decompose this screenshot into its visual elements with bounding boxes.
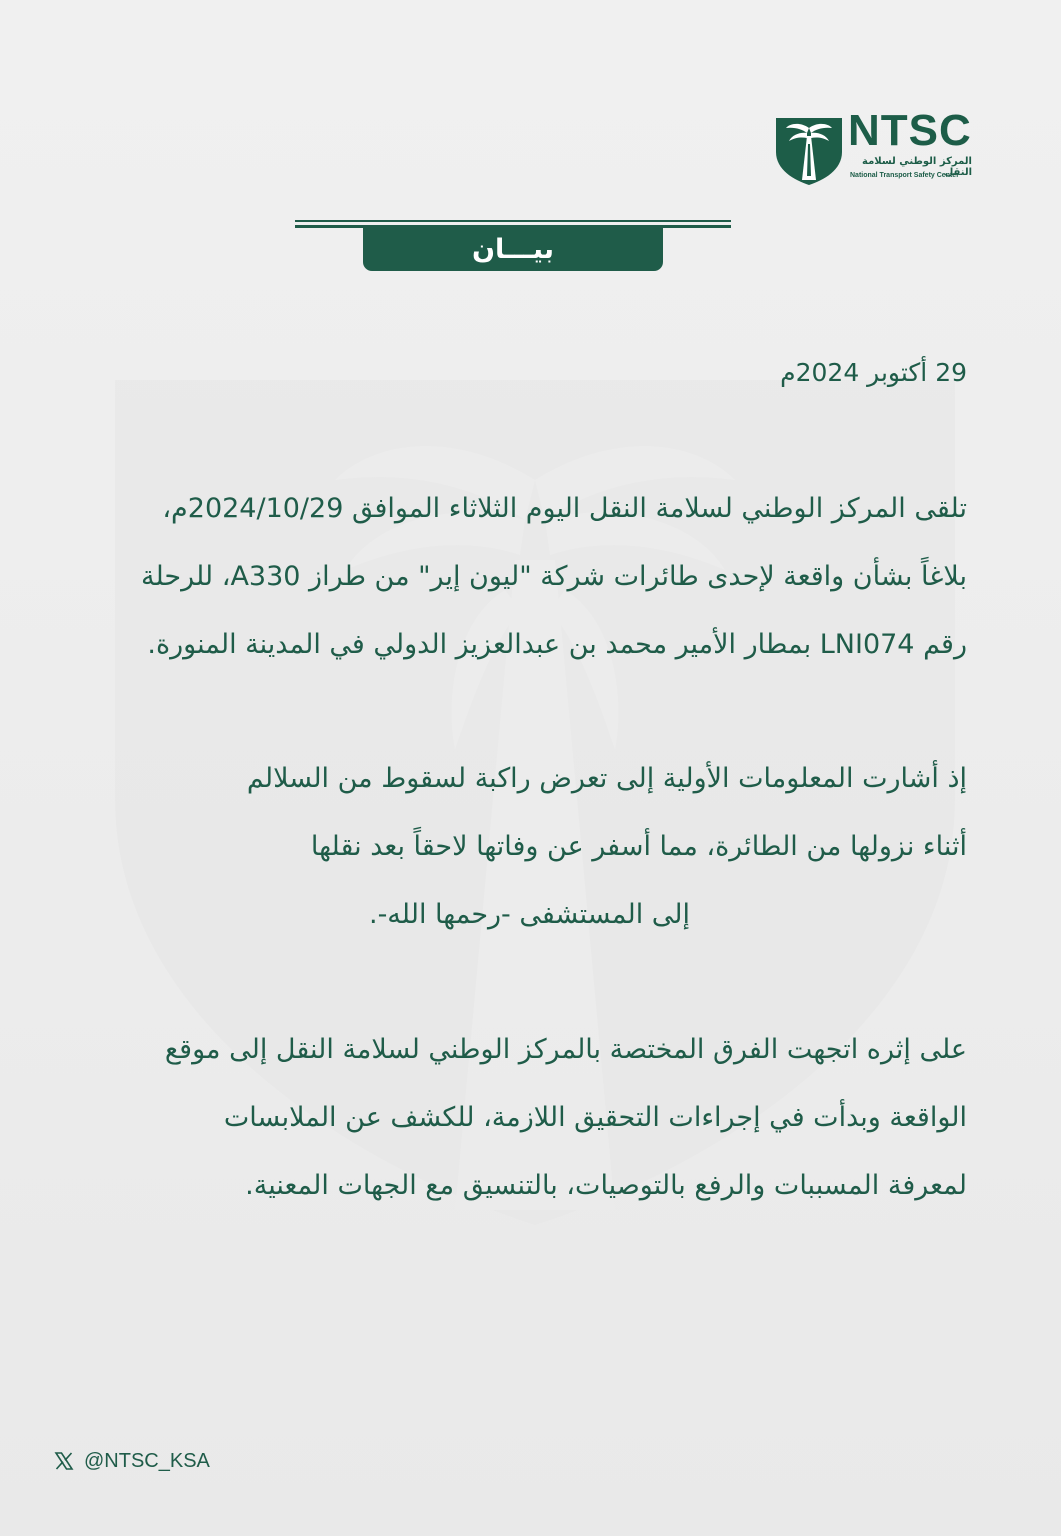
title-rule xyxy=(295,220,731,228)
statement-title: بيـــان xyxy=(363,228,663,271)
paragraph-line: الواقعة وبدأت في إجراءات التحقيق اللازمة، للكشف عن الملابسات xyxy=(223,1102,967,1133)
paragraph-1 xyxy=(92,475,967,679)
logo-wordmark: NTSC xyxy=(848,106,972,155)
paragraph-line: على إثره اتجهت الفرق المختصة بالمركز الوطني لسلامة النقل إلى موقع xyxy=(164,1034,967,1065)
palm-shield-icon xyxy=(774,114,844,186)
paragraph-3 xyxy=(92,1016,967,1220)
paragraph-line: رقم LNI074 بمطار الأمير محمد بن عبدالعزيز الدولي في المدينة المنورة. xyxy=(147,629,967,660)
paragraph-line: بلاغاً بشأن واقعة لإحدى طائرات شركة "ليون إير" من طراز A330، للرحلة xyxy=(140,561,967,592)
paragraph-line: لمعرفة المسببات والرفع بالتوصيات، بالتنسيق مع الجهات المعنية. xyxy=(245,1170,967,1201)
logo-english-name: National Transport Safety Center xyxy=(850,172,959,179)
paragraph-line: إذ أشارت المعلومات الأولية إلى تعرض راكبة لسقوط من السلالم xyxy=(246,763,967,794)
paragraph-line: إلى المستشفى -رحمها الله-. xyxy=(368,899,691,930)
title-rule-thin xyxy=(295,220,731,222)
social-handle-text: @NTSC_KSA xyxy=(84,1449,210,1472)
x-icon xyxy=(54,1451,74,1471)
statement-date: 29 أكتوبر 2024م xyxy=(780,358,967,387)
logo-arabic-name: المركز الوطني لسلامة النقل xyxy=(862,156,972,178)
social-handle[interactable] xyxy=(54,1448,210,1474)
ntsc-logo xyxy=(774,106,974,188)
paragraph-line: تلقى المركز الوطني لسلامة النقل اليوم الثلاثاء الموافق 2024/10/29م، xyxy=(162,493,967,524)
paragraph-2 xyxy=(92,745,967,949)
paragraph-line: أثناء نزولها من الطائرة، مما أسفر عن وفاتها لاحقاً بعد نقلها xyxy=(310,831,967,862)
